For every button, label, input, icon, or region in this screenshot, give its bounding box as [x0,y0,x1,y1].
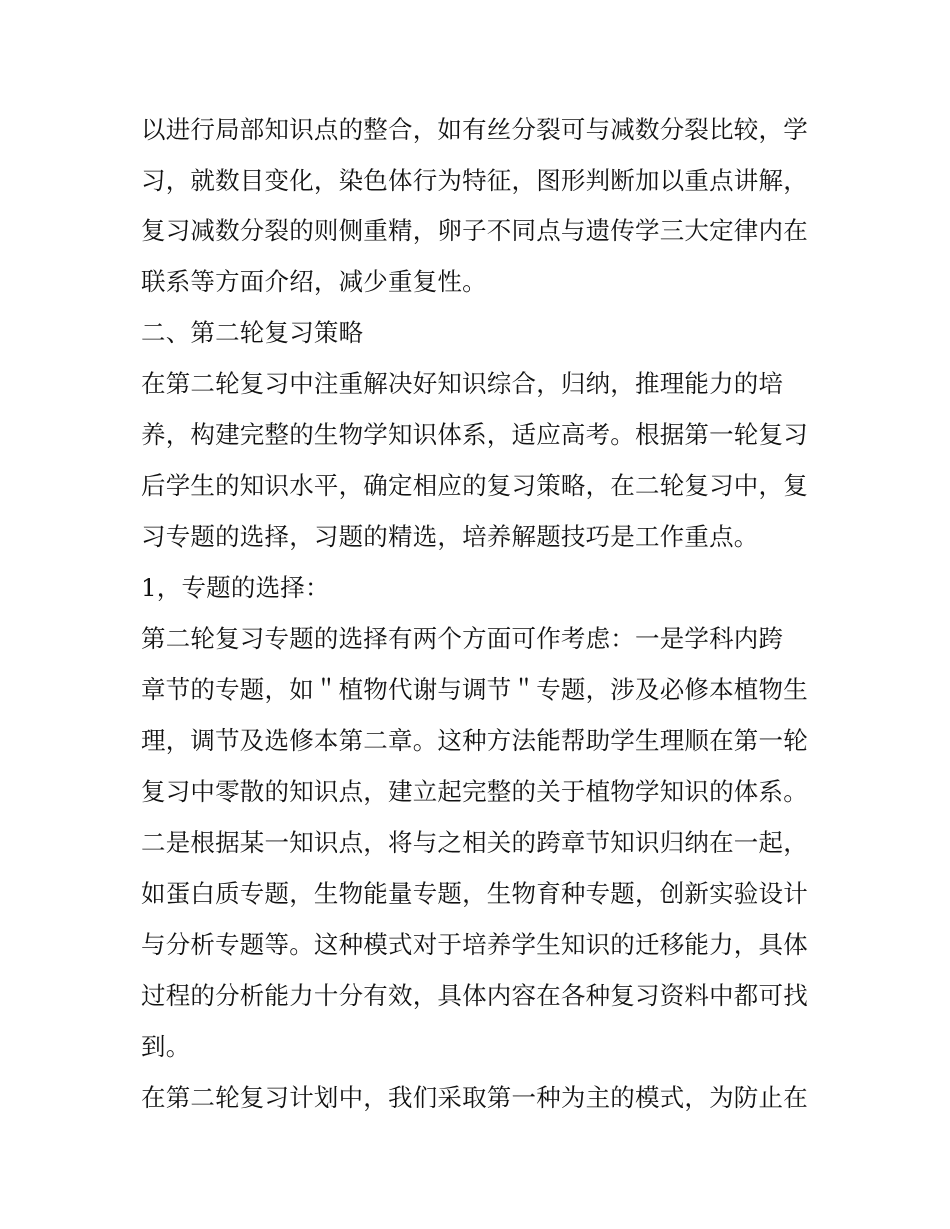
text-line: 到。 [141,1032,191,1061]
text-line: 如蛋白质专题，生物能量专题，生物育种专题，创新实验设计 [141,879,808,908]
text-line: 过程的分析能力十分有效，具体内容在各种复习资料中都可找 [141,981,808,1010]
text-line: 习，就数目变化，染色体行为特征，图形判断加以重点讲解， [141,166,808,195]
text-line: 习专题的选择，习题的精选，培养解题技巧是工作重点。 [141,522,759,551]
section-heading: 二、第二轮复习策略 [141,318,364,347]
text-line: 理，调节及选修本第二章。这种方法能帮助学生理顺在第一轮 [141,726,808,755]
text-line: 后学生的知识水平，确定相应的复习策略，在二轮复习中，复 [141,471,808,500]
text-line: 联系等方面介绍，减少重复性。 [141,267,487,296]
text-line: 复习中零散的知识点，建立起完整的关于植物学知识的体系。 [141,777,808,806]
text-line: 复习减数分裂的则侧重精，卵子不同点与遗传学三大定律内在 [141,216,808,245]
text-line: 与分析专题等。这种模式对于培养学生知识的迁移能力，具体 [141,930,808,959]
subsection-heading: 1，专题的选择： [141,573,330,602]
text-line: 养，构建完整的生物学知识体系，适应高考。根据第一轮复习 [141,420,808,449]
text-line: 在第二轮复习中注重解决好知识综合，归纳，推理能力的培 [141,369,784,398]
text-line: 二是根据某一知识点，将与之相关的跨章节知识归纳在一起， [141,828,808,857]
text-line: 第二轮复习专题的选择有两个方面可作考虑：一是学科内跨 [141,624,784,653]
text-line: 在第二轮复习计划中，我们采取第一种为主的模式，为防止在 [141,1083,808,1112]
text-line: 以进行局部知识点的整合，如有丝分裂可与减数分裂比较，学 [141,115,808,144]
text-line: 章节的专题，如＂植物代谢与调节＂专题，涉及必修本植物生 [141,675,808,704]
